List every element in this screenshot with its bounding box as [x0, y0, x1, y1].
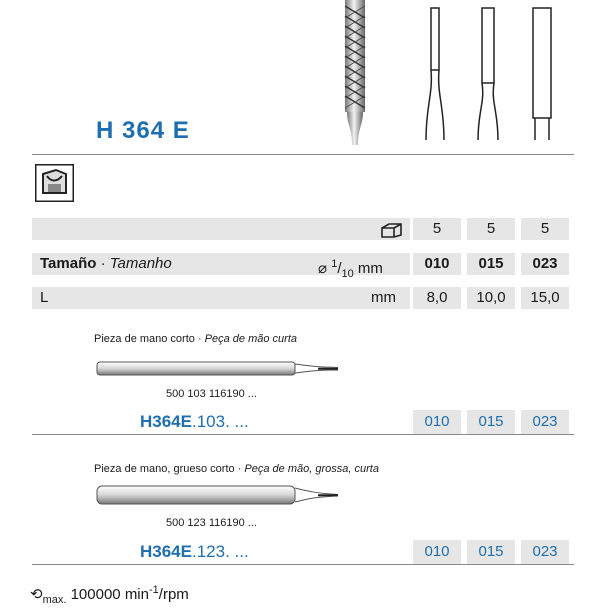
length-unit: mm	[371, 289, 396, 306]
handpiece-label: Pieza de mano corto · Peça de mão curta	[94, 333, 298, 345]
size-label-es: Tamaño	[40, 255, 97, 272]
fraction-denominator: 10	[341, 268, 354, 280]
length-value: 8,0	[413, 287, 461, 309]
max-speed	[30, 579, 189, 611]
handpiece-label-pt: Peça de mão curta	[204, 333, 298, 345]
section-divider	[32, 434, 574, 435]
speed-exponent: -1	[149, 584, 159, 596]
order-suffix: .103. ...	[191, 412, 249, 431]
section-divider	[32, 564, 574, 565]
top-divider	[32, 154, 574, 155]
length-value: 10,0	[467, 287, 515, 309]
size-unit: mm	[357, 260, 383, 277]
order-number	[140, 540, 249, 564]
length-value: 15,0	[521, 287, 569, 309]
order-prefix: H364E	[140, 412, 192, 431]
bur-outline-010	[426, 8, 444, 140]
size-diameter-unit: ⌀ $^1/_{10}$ mm	[318, 258, 383, 280]
pack-value: 5	[467, 218, 515, 240]
diameter-icon: ⌀	[318, 260, 328, 277]
speed-unit: /rpm	[158, 586, 189, 603]
order-code: 010	[413, 540, 461, 564]
short-handpiece-bur-image	[96, 354, 340, 384]
size-value: 010	[413, 253, 461, 275]
bur-outline-023	[533, 8, 551, 140]
handpiece-label-pt: Peça de mão, grossa, curta	[244, 463, 379, 475]
fraction-numerator: 1	[331, 258, 338, 270]
size-label	[40, 253, 172, 275]
size-value: 023	[521, 253, 569, 275]
pack-row-label-cell	[32, 218, 410, 240]
order-code: 023	[521, 540, 569, 564]
speed-value: 100000 min	[70, 586, 149, 603]
order-code: 015	[467, 540, 515, 564]
size-label-pt: Tamanho	[109, 255, 172, 272]
catalog-number: 500 123 116190 ...	[166, 517, 257, 529]
handpiece-label-es: Pieza de mano corto	[94, 333, 195, 345]
order-suffix: .123. ...	[191, 542, 249, 561]
order-code: 023	[521, 410, 569, 434]
order-number	[140, 410, 249, 434]
pack-quantity-icon	[380, 222, 404, 238]
thick-short-handpiece-bur-image	[96, 481, 340, 511]
rotation-speed-icon: ⟲	[30, 586, 43, 603]
packaging-box-icon	[35, 164, 74, 202]
product-title: H 364 E	[96, 117, 190, 144]
handpiece-label-es: Pieza de mano, grueso corto	[94, 463, 235, 475]
speed-prefix: max.	[42, 594, 67, 606]
bur-photo	[345, 0, 365, 145]
length-label: L	[40, 289, 49, 306]
bur-outline-015	[478, 8, 498, 140]
order-code: 015	[467, 410, 515, 434]
order-prefix: H364E	[140, 542, 192, 561]
handpiece-label: Pieza de mano, grueso corto · Peça de mão, grossa, curta	[94, 463, 379, 475]
length-row-label-cell	[32, 287, 410, 309]
size-label-separator: ·	[96, 255, 110, 272]
order-code: 010	[413, 410, 461, 434]
product-illustrations	[330, 0, 570, 145]
size-value: 015	[467, 253, 515, 275]
pack-value: 5	[521, 218, 569, 240]
catalog-number: 500 103 116190 ...	[166, 388, 257, 400]
pack-value: 5	[413, 218, 461, 240]
